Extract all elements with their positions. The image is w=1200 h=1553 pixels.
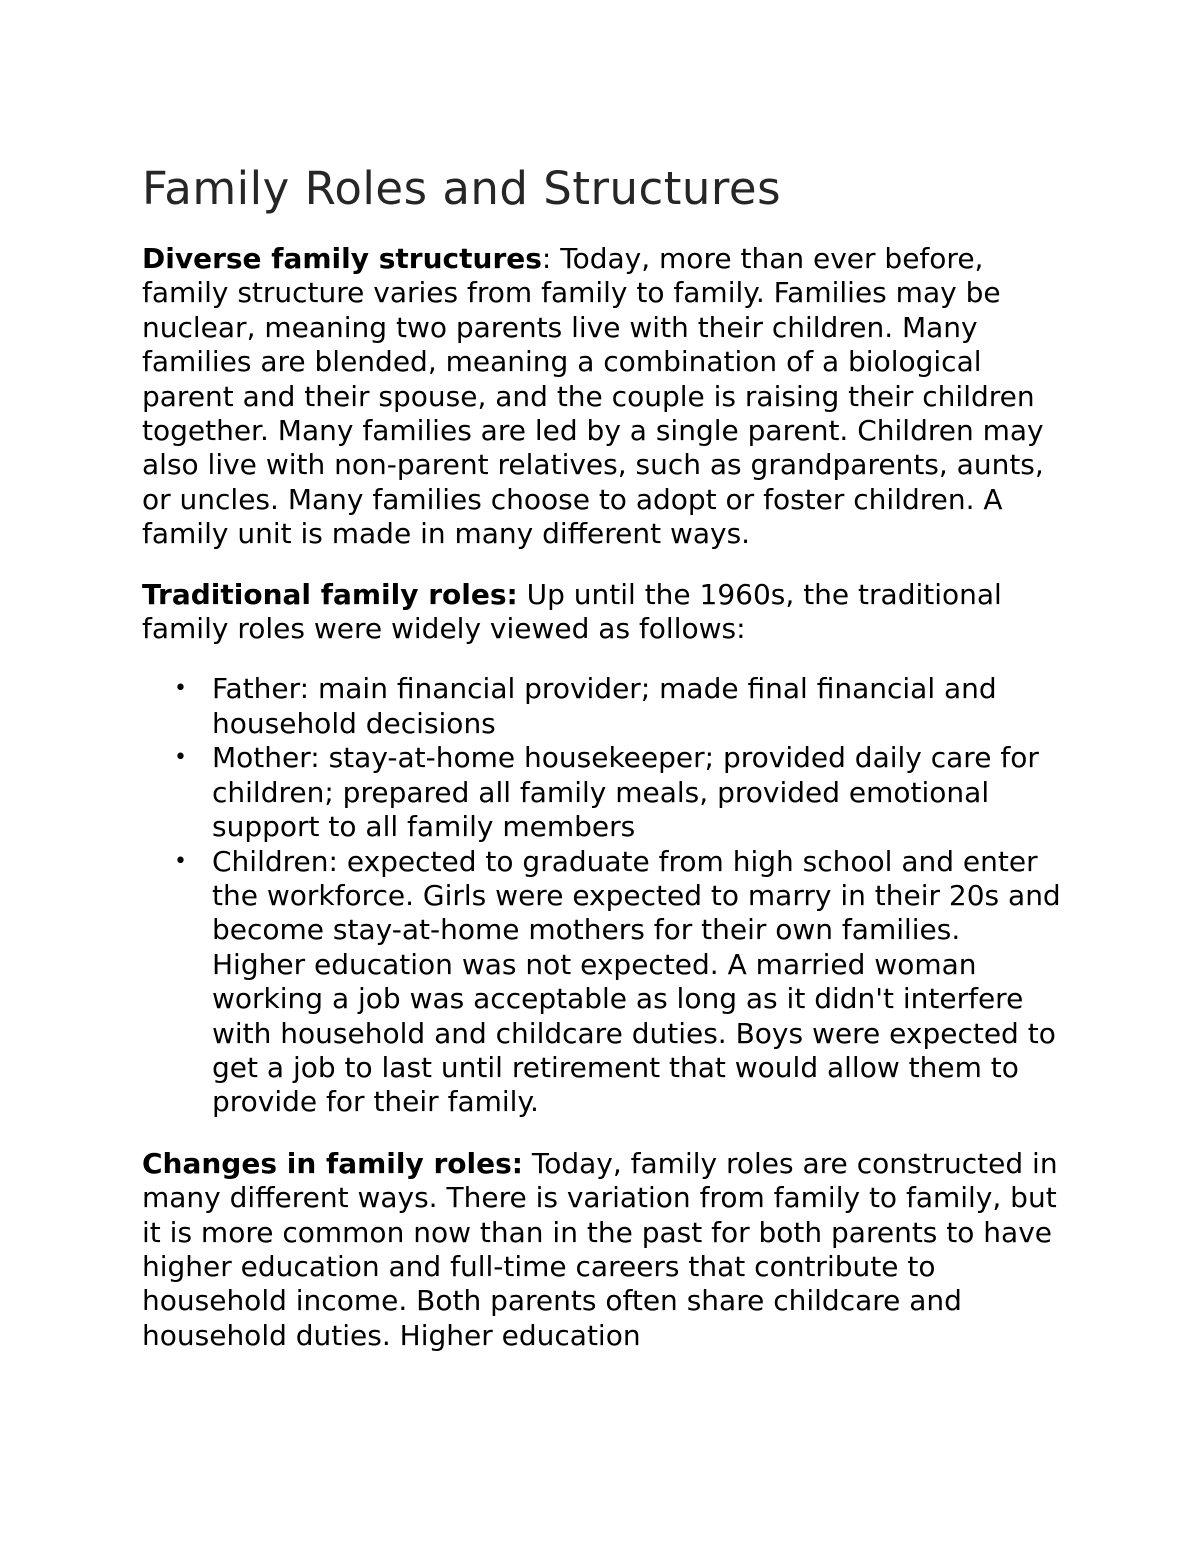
changes-roles-text: Today, family roles are constructed in many different ways. There is variation from family to family, but it is more common now than in the past for both parents to have higher education and full-time careers that contribute to household income. Both parents often share childcare and household duties. Higher education [142, 1146, 1058, 1352]
diverse-structures-text: : Today, more than ever before, family structure varies from family to family. Families may be nuclear, meaning two parents live with their children. Many families are blended, meaning a combination of a biological parent and their spouse, and the couple is raising their children together. Many families are led by a single parent. Children may also live with non-parent relatives, such as grandparents, aunts, or uncles. Many families choose to adopt or foster children. A family unit is made in many different ways. [142, 242, 1044, 551]
list-item [142, 845, 1062, 1120]
list-item-text: Mother: stay-at-home housekeeper; provided daily care for children; prepared all family meals, provided emotional support to all family members [212, 741, 1039, 844]
diverse-structures-heading: Diverse family structures [142, 242, 542, 275]
diverse-structures-paragraph [142, 242, 1062, 552]
traditional-roles-heading: Traditional family roles: [142, 577, 518, 611]
document-title: Family Roles and Structures [142, 162, 782, 215]
bullet-icon: • [174, 676, 187, 702]
list-item [142, 672, 1062, 741]
list-item [142, 741, 1062, 844]
traditional-roles-list [142, 672, 1062, 1119]
bullet-icon: • [174, 745, 187, 771]
traditional-roles-paragraph [142, 578, 1062, 647]
traditional-roles-text: Up until the 1960s, the traditional family roles were widely viewed as follows: [142, 577, 1002, 646]
bullet-icon: • [174, 848, 187, 874]
changes-roles-heading: Changes in family roles: [142, 1146, 523, 1180]
changes-roles-paragraph [142, 1147, 1062, 1353]
list-item-text: Children: expected to graduate from high school and enter the workforce. Girls were expected to marry in their 20s and become stay-at-home mothers for their own families. Higher education was not expected. A married woman working a job was acceptable as long as it didn't interfere with household and childcare duties. Boys were expected to get a job to last until retirement that would allow them to provide for their family. [212, 844, 1061, 1119]
list-item-text: Father: main financial provider; made final financial and household decisions [212, 672, 997, 740]
document-page [142, 162, 1062, 1379]
